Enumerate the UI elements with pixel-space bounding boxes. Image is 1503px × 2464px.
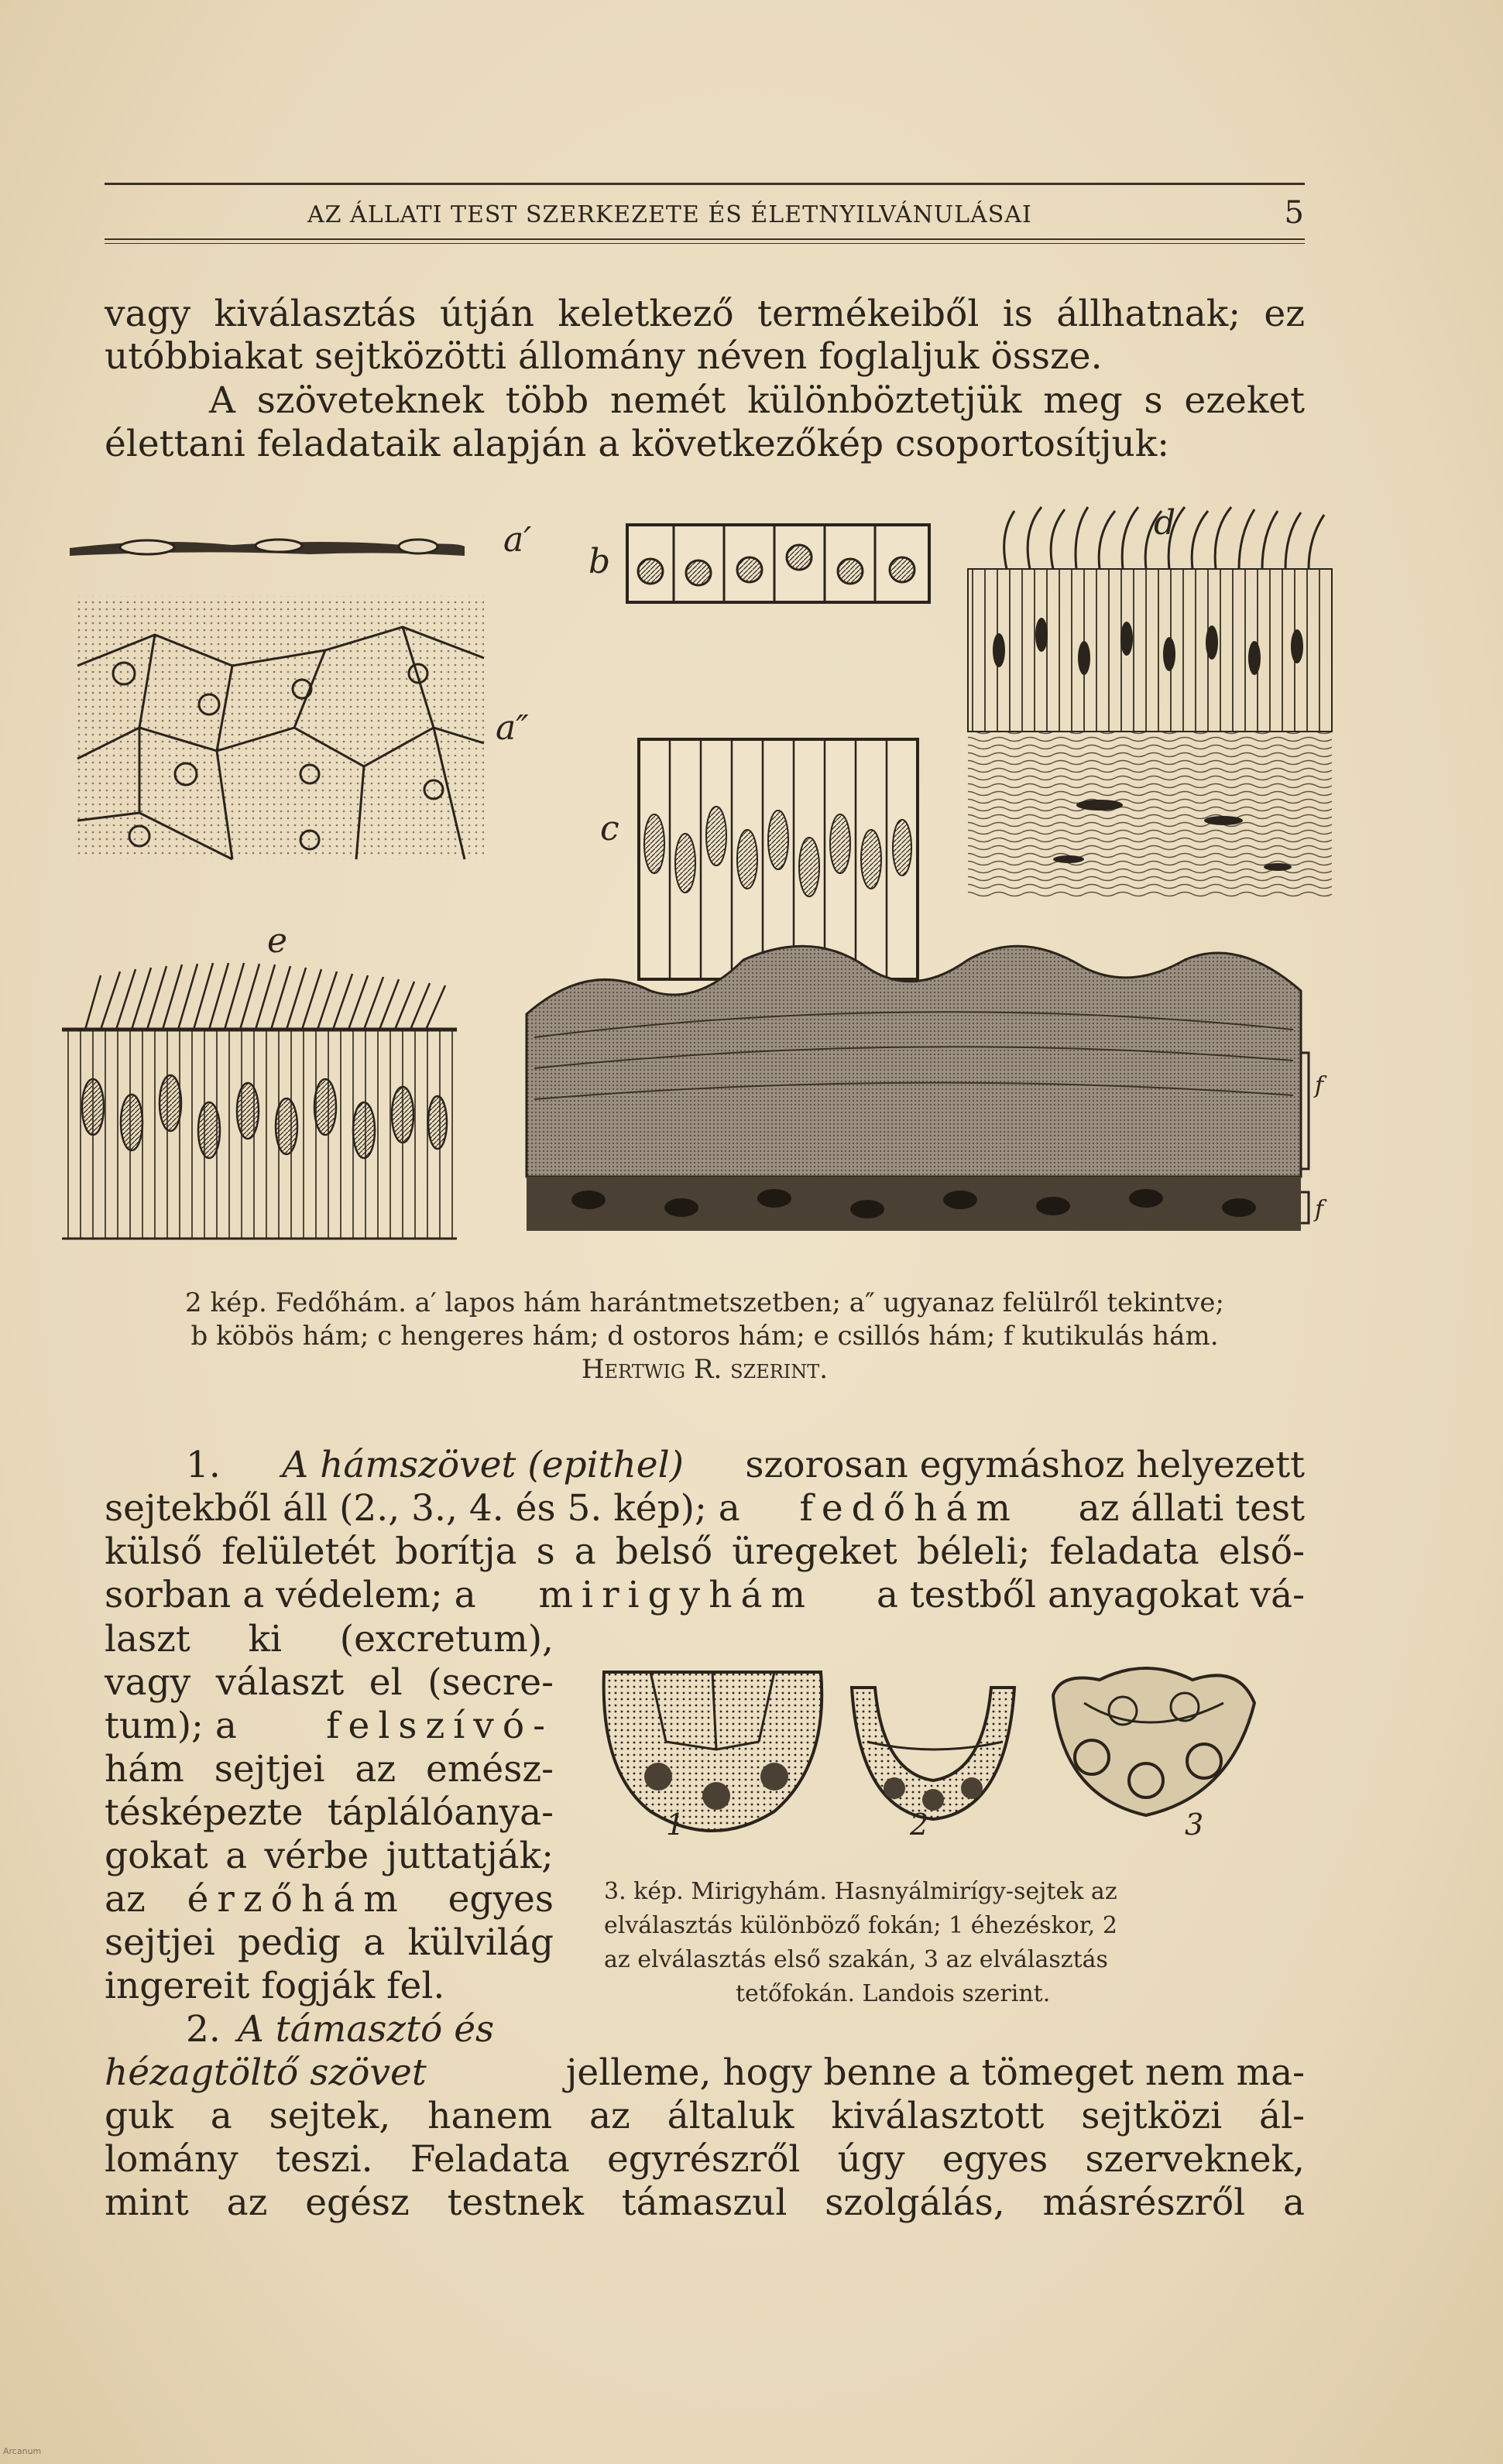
intro-line-4: élettani feladataik alapján a következőkép csoportosítjuk: <box>105 423 1170 465</box>
s1-narrow-3-pre: tum); a <box>105 1705 237 1747</box>
header-rule-bottom <box>105 238 1305 240</box>
fig3-cell-1 <box>604 1672 822 1831</box>
header-rule-top <box>105 183 1305 185</box>
fig3-caption-line-3: az elválasztás első szakán, 3 az elválasztás <box>604 1946 1108 1973</box>
fig2-label-f2: f <box>1315 1196 1324 1223</box>
fig2-c-columnar <box>639 739 918 979</box>
s1-line-2-pre: sejtekből áll (2., 3., 4. és 5. kép); a <box>105 1487 740 1530</box>
fig3-label-1: 1 <box>666 1808 685 1842</box>
s1-line-2-post: az állati test <box>1078 1487 1305 1530</box>
s2-line-3: guk a sejtek, hanem az általuk kiválasztott sejtközi ál- <box>105 2095 1305 2137</box>
fig2-label-b: b <box>589 542 611 581</box>
intro-line-2: utóbbiakat sejtközötti állomány néven foglaljuk össze. <box>105 335 1103 378</box>
header-rule-bottom-2 <box>105 243 1305 244</box>
s2-line-4: lomány teszi. Feladata egyrészről úgy egyes szerveknek, <box>105 2138 1305 2181</box>
fig2-caption-line-2: b köbös hám; c hengeres hám; d ostoros hám; e csillós hám; f kutikulás hám. <box>190 1321 1219 1352</box>
s2-line-1-num: 2. <box>186 2008 221 2051</box>
running-header <box>105 195 1305 242</box>
fig2-d-flagellated <box>968 507 1332 898</box>
fig2-label-a1: a′ <box>503 520 532 560</box>
fig2-label-f1: f <box>1315 1072 1324 1099</box>
s1-line-3: külső felületét borítja s a belső üregeket béleli; feladata első- <box>105 1530 1305 1573</box>
s2-line-1-italic: A támasztó és <box>237 2008 495 2051</box>
s1-narrow-3-spaced: felszívó- <box>326 1705 554 1747</box>
s1-narrow-7-post: egyes <box>448 1878 554 1921</box>
fig2-label-a2: a″ <box>496 708 529 748</box>
s1-narrow-2: vagy választ el (secre- <box>105 1661 554 1704</box>
s2-line-2-rest: jelleme, hogy benne a tömeget nem ma- <box>565 2051 1305 2094</box>
fig3-label-2: 2 <box>910 1808 929 1842</box>
figure-2-epithelium-drawing <box>0 495 1503 1270</box>
running-title: AZ ÁLLATI TEST SZERKEZETE ÉS ÉLETNYILVÁNULÁSAI <box>307 201 1032 228</box>
s1-narrow-4: hám sejtjei az emész- <box>105 1748 554 1791</box>
page-number: 5 <box>1284 195 1305 231</box>
s1-line-4 <box>105 1574 1305 1617</box>
s2-line-2-italic: hézagtöltő szövet <box>105 2051 427 2094</box>
fig2-f-cuticular <box>527 946 1309 1231</box>
s1-narrow-9: ingereit fogják fel. <box>105 1965 445 2007</box>
s1-narrow-1: laszt ki (excretum), <box>105 1618 554 1660</box>
intro-line-1: vagy kiválasztás útján keletkező termékeiből is állhatnak; ez <box>105 293 1305 335</box>
s2-line-5: mint az egész testnek támaszul szolgálás, másrészről a <box>105 2181 1305 2224</box>
s1-line-4-spaced: mirigyhám <box>538 1574 815 1616</box>
s1-narrow-7 <box>105 1878 554 1921</box>
s1-line-1-num: 1. <box>186 1444 221 1486</box>
fig2-caption-line-1: 2 kép. Fedőhám. a′ lapos hám harántmetszetben; a″ ugyanaz felülről tekintve; <box>185 1287 1224 1318</box>
fig2-caption-line-3: Hertwig R. szerint. <box>581 1354 829 1385</box>
s1-narrow-3 <box>105 1705 554 1748</box>
fig2-b-cuboidal <box>627 525 929 602</box>
figure-3-gland-cells-drawing <box>589 1641 1285 1873</box>
s1-line-4-pre: sorban a védelem; a <box>105 1574 476 1616</box>
fig2-label-d: d <box>1154 503 1176 543</box>
fig2-a1-flat-section <box>70 540 465 556</box>
s1-narrow-7-pre: az <box>105 1878 146 1921</box>
s1-line-2-spaced: fedőhám <box>799 1487 1019 1530</box>
corner-mark: Arcanum <box>3 2446 42 2456</box>
s1-line-1-rest: szorosan egymáshoz helyezett <box>745 1444 1305 1486</box>
fig3-caption-line-4: tetőfokán. Landois szerint. <box>736 1980 1051 2007</box>
fig3-cell-3 <box>1053 1668 1254 1815</box>
s1-line-1-italic: A hámszövet (epithel) <box>282 1444 684 1486</box>
s1-narrow-8: sejtjei pedig a külvilág <box>105 1921 554 1964</box>
s1-narrow-5: tésképezte táplálóanya- <box>105 1791 554 1834</box>
fig3-cell-2 <box>852 1688 1014 1819</box>
s1-narrow-7-spaced: érzőhám <box>187 1878 407 1921</box>
s1-line-1 <box>186 1444 1305 1487</box>
s1-line-2 <box>105 1487 1305 1530</box>
fig3-caption-line-2: elválasztás különböző fokán; 1 éhezéskor, 2 <box>604 1912 1117 1939</box>
s1-line-4-post: a testből anyagokat vá- <box>876 1574 1305 1616</box>
fig2-label-e: e <box>267 921 288 961</box>
s2-line-2 <box>105 2051 1305 2095</box>
intro-line-3: A szöveteknek több nemét különböztetjük meg s ezeket <box>209 379 1305 422</box>
s2-line-1 <box>186 2008 573 2051</box>
fig2-e-ciliated <box>62 963 457 1239</box>
fig3-caption-line-1: 3. kép. Mirigyhám. Hasnyálmirígy-sejtek az <box>604 1878 1117 1905</box>
fig2-label-c: c <box>600 809 619 848</box>
fig3-label-3: 3 <box>1185 1808 1204 1842</box>
fig2-a2-surface-view <box>74 596 484 859</box>
s1-narrow-6: gokat a vérbe juttatják; <box>105 1835 554 1877</box>
